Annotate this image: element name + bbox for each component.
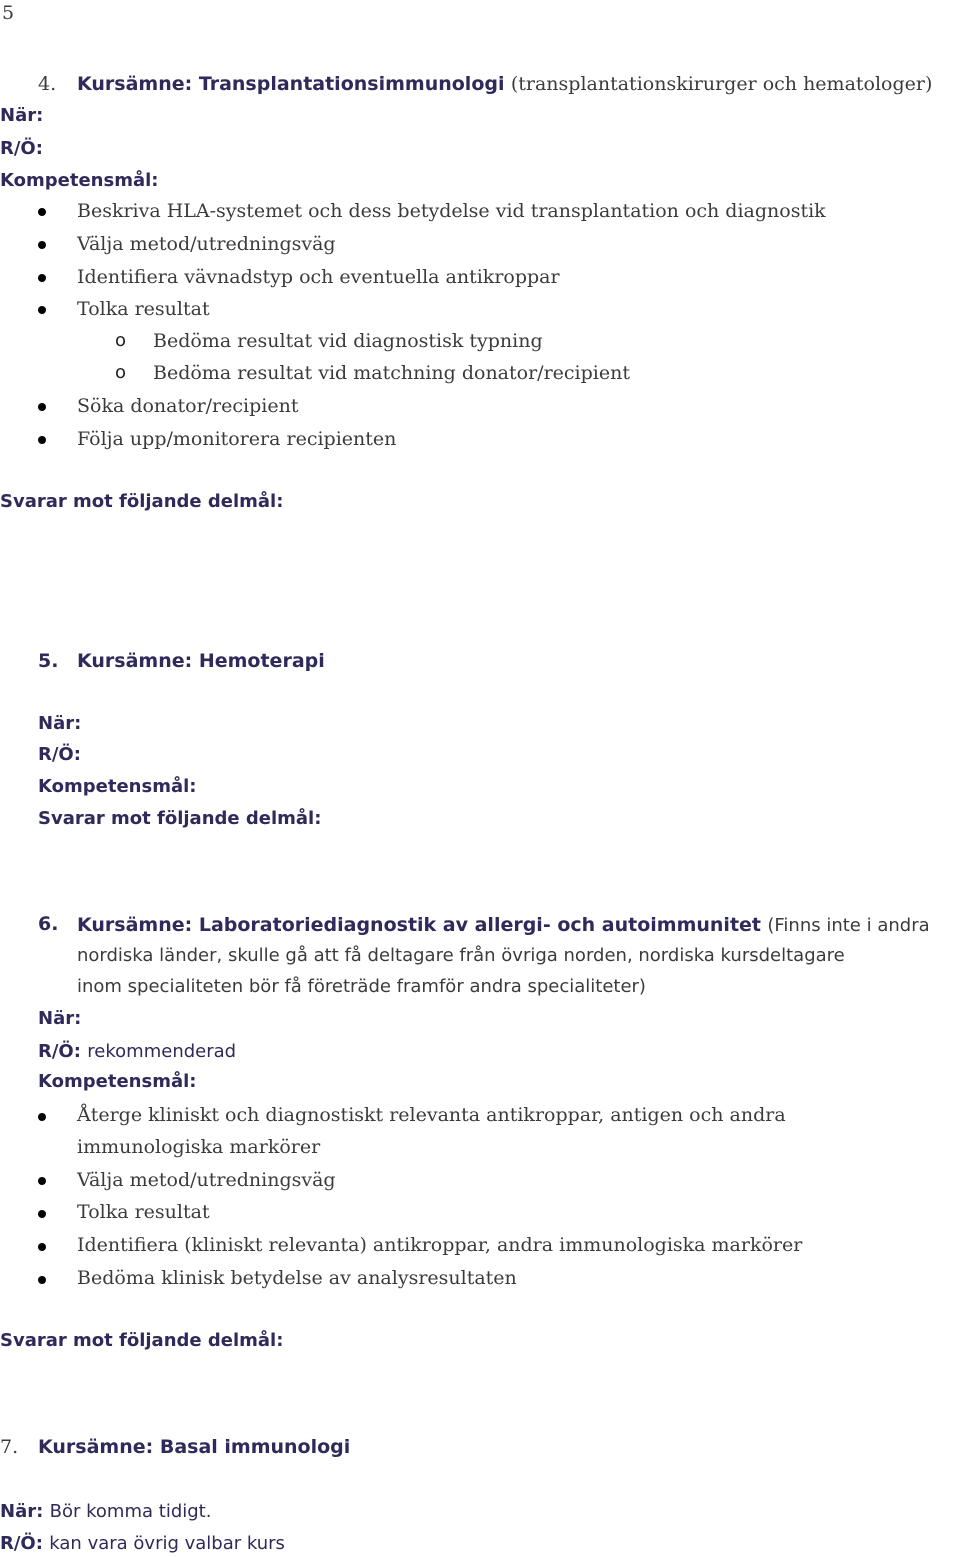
when-label: När: xyxy=(0,105,44,126)
ro-value: kan vara övrig valbar kurs xyxy=(49,1533,285,1554)
ro-label: R/Ö: xyxy=(38,744,81,765)
list-item: Tolka resultat xyxy=(77,1201,210,1223)
when-label: När: xyxy=(38,1008,82,1029)
section-number: 4. xyxy=(38,73,57,95)
section-subtitle-line: inom specialiteten bör få företräde framför andra specialiteter) xyxy=(77,976,646,997)
when-value: Bör komma tidigt. xyxy=(49,1501,212,1522)
bullet-icon xyxy=(38,1113,46,1121)
section-subtitle: (Finns inte i andra xyxy=(767,915,930,936)
answers-label: Svarar mot följande delmål: xyxy=(38,808,322,829)
bullet-icon xyxy=(38,1276,46,1284)
section-subtitle: (transplantationskirurger och hematologer) xyxy=(510,73,933,95)
bullet-icon xyxy=(38,1243,46,1251)
section-subtitle-line: nordiska länder, skulle gå att få deltagare från övriga norden, nordiska kursdeltagare xyxy=(77,945,845,966)
sub-list-item: Bedöma resultat vid diagnostisk typning xyxy=(153,330,543,352)
list-item: Återge kliniskt och diagnostiskt relevanta antikroppar, antigen och andra xyxy=(77,1104,786,1126)
list-item: Följa upp/monitorera recipienten xyxy=(77,428,397,450)
section-6-title xyxy=(77,911,930,937)
bullet-icon xyxy=(38,1177,46,1185)
page-number: 5 xyxy=(2,2,15,24)
competence-label: Kompetensmål: xyxy=(0,170,159,191)
competence-label: Kompetensmål: xyxy=(38,1071,197,1092)
competence-label: Kompetensmål: xyxy=(38,776,197,797)
ro-label: R/Ö: xyxy=(0,138,43,159)
section-5-number: 5. xyxy=(38,650,59,672)
list-item: Välja metod/utredningsväg xyxy=(77,1169,336,1191)
section-4-heading xyxy=(38,70,56,96)
section-7-number: 7. xyxy=(0,1436,19,1458)
bullet-icon xyxy=(38,403,46,411)
section-4-title xyxy=(77,70,932,96)
ro-value: rekommenderad xyxy=(87,1041,237,1062)
ro-label: R/Ö: xyxy=(38,1041,81,1062)
bullet-icon xyxy=(38,208,46,216)
list-item: Beskriva HLA-systemet och dess betydelse vid transplantation och diagnostik xyxy=(77,200,826,222)
list-item: Identifiera vävnadstyp och eventuella antikroppar xyxy=(77,266,560,288)
answers-label: Svarar mot följande delmål: xyxy=(0,491,284,512)
ro-label: R/Ö: xyxy=(0,1533,43,1554)
bullet-icon xyxy=(38,274,46,282)
bullet-icon xyxy=(38,1210,46,1218)
list-item: Bedöma klinisk betydelse av analysresultaten xyxy=(77,1267,517,1289)
section-title: Kursämne: Laboratoriediagnostik av allergi- och autoimmunitet xyxy=(77,914,761,936)
ro-row xyxy=(0,1529,285,1555)
bullet-icon xyxy=(38,241,46,249)
sub-bullet-icon: o xyxy=(115,330,127,351)
section-title: Kursämne: Transplantationsimmunologi xyxy=(77,73,505,95)
list-item: Identifiera (kliniskt relevanta) antikroppar, andra immunologiska markörer xyxy=(77,1234,803,1256)
bullet-icon xyxy=(38,436,46,444)
when-label: När: xyxy=(38,713,82,734)
when-label: När: xyxy=(0,1501,44,1522)
sub-bullet-icon: o xyxy=(115,362,127,383)
list-item-continued: immunologiska markörer xyxy=(77,1136,321,1158)
list-item: Söka donator/recipient xyxy=(77,395,299,417)
ro-row xyxy=(38,1037,236,1063)
sub-list-item: Bedöma resultat vid matchning donator/recipient xyxy=(153,362,630,384)
answers-label: Svarar mot följande delmål: xyxy=(0,1330,284,1351)
when-row xyxy=(0,1497,211,1523)
section-5-title: Kursämne: Hemoterapi xyxy=(77,650,325,672)
section-6-number: 6. xyxy=(38,913,59,935)
list-item: Tolka resultat xyxy=(77,298,210,320)
list-item: Välja metod/utredningsväg xyxy=(77,233,336,255)
bullet-icon xyxy=(38,306,46,314)
section-7-title: Kursämne: Basal immunologi xyxy=(38,1436,351,1458)
